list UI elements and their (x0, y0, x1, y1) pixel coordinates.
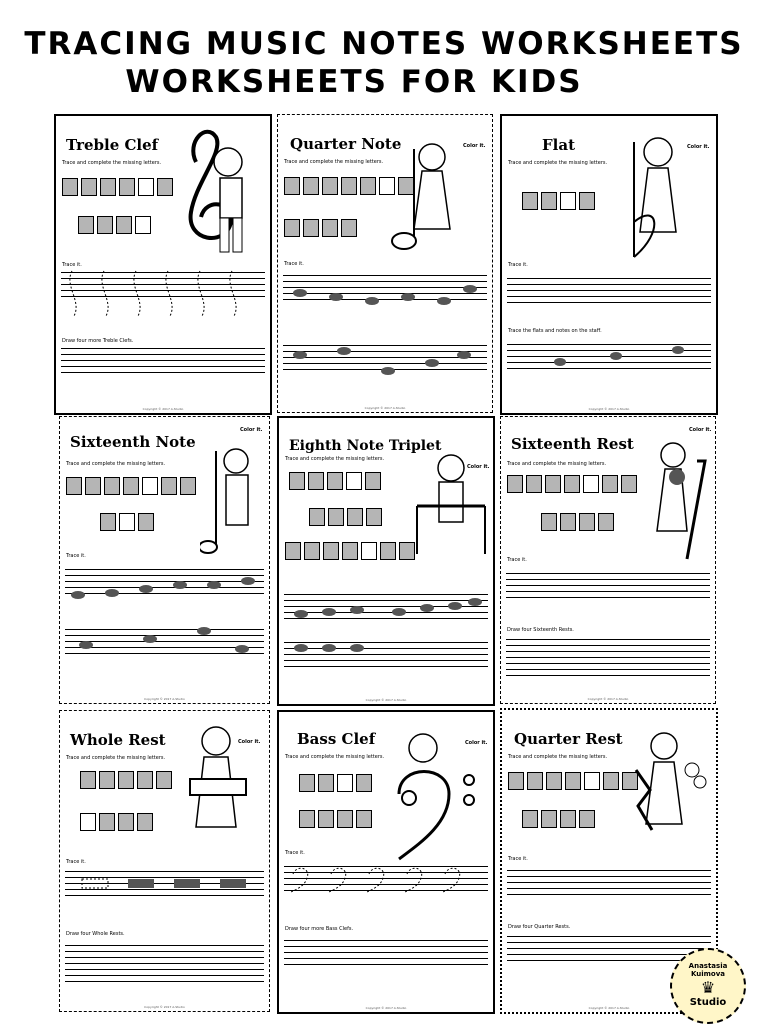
letter-boxes (309, 508, 385, 526)
letter-boxes (289, 472, 384, 490)
instruction-trace-it: Trace it. (284, 261, 304, 267)
worksheet-flat (500, 114, 718, 415)
instruction-draw: Draw four more Treble Clefs. (62, 338, 134, 344)
eighth-note-triplet-kid-illustration (413, 446, 489, 570)
copyright: Copyright © 2017 A.Studio (588, 1006, 630, 1010)
worksheet-bass-clef (277, 710, 495, 1014)
instruction-trace-it: Trace it. (66, 859, 86, 865)
letter-boxes (78, 216, 154, 234)
quarter-notes-row (288, 275, 478, 305)
copyright: Copyright © 2017 A.Studio (144, 697, 185, 701)
worksheet-title: Quarter Rest (514, 730, 623, 748)
copyright: Copyright © 2017 A.Studio (365, 698, 407, 702)
instruction-trace-it: Trace it. (507, 557, 527, 563)
instruction-trace-it: Trace it. (62, 262, 82, 268)
worksheet-title: Treble Clef (66, 136, 159, 154)
copyright: Copyright © 2017 A.Studio (144, 1005, 185, 1009)
instruction-trace-letters: Trace and complete the missing letters. (507, 461, 607, 467)
instruction-trace-letters: Trace and complete the missing letters. (508, 160, 608, 166)
whole-rest-kid-illustration (170, 717, 260, 857)
instruction-draw: Draw four Whole Rests. (66, 931, 125, 937)
copyright: Copyright © 2017 A.Studio (588, 407, 630, 411)
logo-lettering-top: Anastasia Kuimova (688, 962, 728, 978)
worksheet-eighth-note-triplet (277, 416, 495, 706)
letter-boxes (508, 772, 641, 790)
whole-rests-row (80, 877, 260, 893)
copyright: Copyright © 2017 A.Studio (587, 697, 629, 701)
treble-clef-kid-illustration (176, 122, 258, 262)
instruction-trace-it: Trace it. (66, 553, 86, 559)
worksheet-title: Sixteenth Note (70, 433, 196, 451)
sixteenth-note-kid-illustration (200, 441, 266, 561)
instruction-draw: Trace the flats and notes on the staff. (508, 328, 602, 334)
worksheet-title: Quarter Note (290, 135, 402, 153)
quarter-note-kid-illustration (388, 129, 468, 259)
letter-boxes (522, 810, 598, 828)
quarter-notes-row (288, 341, 478, 377)
worksheet-whole-rest (59, 710, 270, 1012)
instruction-draw: Draw four Sixteenth Rests. (507, 627, 574, 633)
instruction-trace-letters: Trace and complete the missing letters. (62, 160, 162, 166)
logo-lettering-bottom: Studio (689, 997, 727, 1008)
worksheet-title: Flat (542, 136, 575, 154)
staff-lines (507, 870, 711, 900)
quarter-rest-kid-illustration (630, 720, 710, 850)
letter-boxes (522, 192, 598, 210)
writing-lines (506, 639, 710, 681)
bass-clef-trace-row (287, 864, 483, 894)
instruction-trace-it: Trace it. (508, 856, 528, 862)
letter-boxes (80, 771, 175, 789)
instruction-trace-letters: Trace and complete the missing letters. (66, 461, 166, 467)
worksheet-title: Whole Rest (70, 731, 166, 749)
color-it-label: Color it. (689, 427, 712, 433)
instruction-trace-letters: Trace and complete the missing letters. (508, 754, 608, 760)
letter-boxes (80, 813, 156, 831)
worksheet-title: Bass Clef (297, 730, 376, 748)
sixteenth-notes-row (66, 567, 262, 601)
sixteenth-notes-row (66, 619, 262, 659)
letter-boxes (285, 542, 418, 560)
flat-kid-illustration (618, 122, 698, 262)
copyright: Copyright © 2017 A.Studio (142, 407, 184, 411)
worksheet-sixteenth-rest (500, 416, 716, 704)
staff-lines (284, 940, 488, 970)
color-it-label: Color it. (687, 144, 710, 150)
color-it-label: Color it. (465, 740, 488, 746)
instruction-trace-letters: Trace and complete the missing letters. (285, 754, 385, 760)
page-title-line-1: TRACING MUSIC NOTES WORKSHEETS (24, 26, 744, 62)
worksheet-title: Sixteenth Rest (511, 435, 634, 453)
bass-clef-kid-illustration (389, 724, 489, 864)
letter-boxes (507, 475, 640, 493)
sixteenth-rest-kid-illustration (647, 431, 711, 561)
color-it-label: Color it. (240, 427, 263, 433)
worksheet-treble-clef (54, 114, 272, 415)
color-it-label: Color it. (238, 739, 261, 745)
color-it-label: Color it. (463, 143, 486, 149)
treble-clef-trace-row (62, 266, 262, 326)
flat-notes-row (512, 342, 702, 376)
triplet-notes-row (289, 636, 483, 666)
instruction-draw: Draw four Quarter Rests. (508, 924, 571, 930)
page-title-line-2: WORKSHEETS FOR KIDS (125, 64, 583, 100)
instruction-trace-letters: Trace and complete the missing letters. (285, 456, 385, 462)
staff-lines (507, 278, 711, 308)
staff-lines (506, 573, 710, 603)
studio-logo-stamp (670, 948, 746, 1024)
copyright: Copyright © 2017 A.Studio (365, 1006, 407, 1010)
letter-boxes (284, 219, 360, 237)
letter-boxes (541, 513, 617, 531)
worksheet-title: Eighth Note Triplet (289, 438, 442, 454)
copyright: Copyright © 2017 A.Studio (364, 406, 406, 410)
writing-lines (65, 945, 264, 987)
letter-boxes (62, 178, 176, 196)
instruction-draw: Draw four more Bass Clefs. (285, 926, 354, 932)
staff-lines (61, 348, 265, 378)
triplet-notes-row (289, 592, 483, 622)
instruction-trace-letters: Trace and complete the missing letters. (284, 159, 384, 165)
crown-icon: ♛ (700, 978, 716, 997)
instruction-trace-it: Trace it. (285, 850, 305, 856)
worksheet-sixteenth-note (59, 416, 270, 704)
color-it-label: Color it. (467, 464, 490, 470)
letter-boxes (299, 810, 375, 828)
letter-boxes (100, 513, 157, 531)
worksheet-quarter-note (277, 114, 493, 413)
instruction-trace-letters: Trace and complete the missing letters. (66, 755, 166, 761)
letter-boxes (299, 774, 375, 792)
letter-boxes (66, 477, 199, 495)
instruction-trace-it: Trace it. (508, 262, 528, 268)
